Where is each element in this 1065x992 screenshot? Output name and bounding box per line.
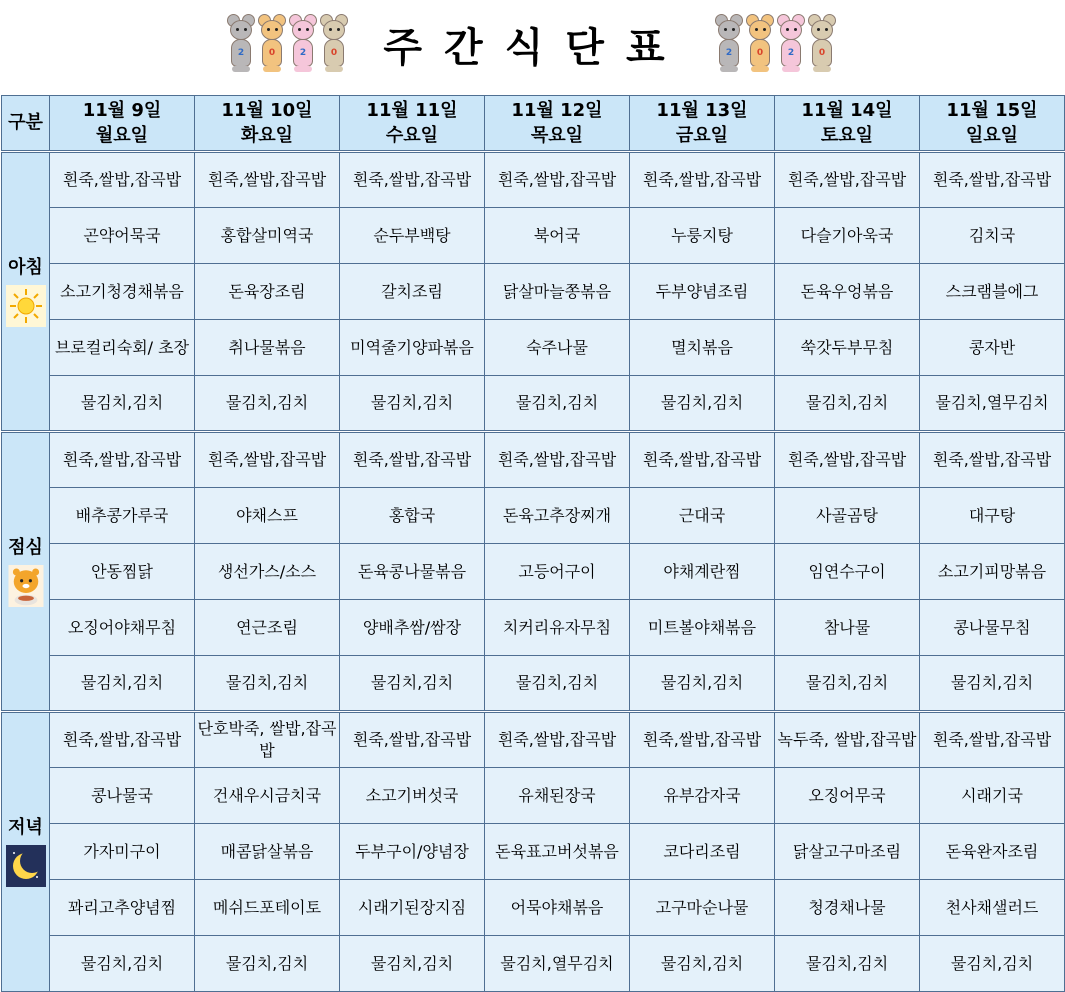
menu-cell: 사골곰탕 bbox=[775, 488, 920, 544]
menu-cell: 물김치,김치 bbox=[775, 656, 920, 712]
day-weekday: 화요일 bbox=[240, 125, 294, 146]
menu-cell: 대구탕 bbox=[920, 488, 1065, 544]
menu-cell: 물김치,김치 bbox=[485, 656, 630, 712]
menu-cell: 곤약어묵국 bbox=[50, 208, 195, 264]
menu-cell: 야채스프 bbox=[195, 488, 340, 544]
menu-cell: 꽈리고추양념찜 bbox=[50, 880, 195, 936]
menu-cell: 흰죽,쌀밥,잡곡밥 bbox=[340, 152, 485, 208]
meal-label: 저녁 bbox=[8, 817, 43, 838]
day-date: 11월 12일 bbox=[511, 100, 603, 121]
gubun-header: 구분 bbox=[2, 96, 50, 152]
menu-cell: 흰죽,쌀밥,잡곡밥 bbox=[340, 432, 485, 488]
menu-cell: 흰죽,쌀밥,잡곡밥 bbox=[50, 152, 195, 208]
menu-cell: 청경채나물 bbox=[775, 880, 920, 936]
menu-cell: 연근조림 bbox=[195, 600, 340, 656]
menu-cell: 돈육콩나물볶음 bbox=[340, 544, 485, 600]
character-icon bbox=[2, 565, 49, 607]
day-header bbox=[340, 96, 485, 152]
mouse-number: 0 bbox=[818, 48, 826, 58]
menu-cell: 흰죽,쌀밥,잡곡밥 bbox=[50, 712, 195, 768]
mouse-icon bbox=[776, 14, 806, 78]
menu-cell: 순두부백탕 bbox=[340, 208, 485, 264]
menu-cell: 다슬기아욱국 bbox=[775, 208, 920, 264]
menu-cell: 물김치,김치 bbox=[630, 656, 775, 712]
menu-cell: 참나물 bbox=[775, 600, 920, 656]
menu-cell: 오징어무국 bbox=[775, 768, 920, 824]
menu-cell: 물김치,김치 bbox=[50, 376, 195, 432]
menu-header bbox=[0, 0, 1065, 94]
menu-cell: 야채계란찜 bbox=[630, 544, 775, 600]
menu-cell: 물김치,김치 bbox=[920, 936, 1065, 992]
menu-cell: 홍합국 bbox=[340, 488, 485, 544]
menu-cell: 물김치,김치 bbox=[630, 936, 775, 992]
menu-cell: 물김치,김치 bbox=[50, 656, 195, 712]
menu-cell: 흰죽,쌀밥,잡곡밥 bbox=[630, 432, 775, 488]
menu-cell: 물김치,김치 bbox=[630, 376, 775, 432]
meal-label: 점심 bbox=[8, 536, 43, 558]
mouse-number: 0 bbox=[330, 48, 338, 58]
menu-cell: 갈치조림 bbox=[340, 264, 485, 320]
day-date: 11월 13일 bbox=[656, 100, 748, 121]
meal-label: 아침 bbox=[8, 256, 43, 278]
menu-cell: 근대국 bbox=[630, 488, 775, 544]
menu-cell: 흰죽,쌀밥,잡곡밥 bbox=[775, 432, 920, 488]
menu-cell: 소고기버섯국 bbox=[340, 768, 485, 824]
menu-cell: 취나물볶음 bbox=[195, 320, 340, 376]
mouse-icon bbox=[226, 14, 256, 78]
menu-cell: 돈육표고버섯볶음 bbox=[485, 824, 630, 880]
day-date: 11월 9일 bbox=[82, 100, 162, 121]
menu-cell: 코다리조림 bbox=[630, 824, 775, 880]
menu-cell: 천사채샐러드 bbox=[920, 880, 1065, 936]
menu-cell: 물김치,열무김치 bbox=[485, 936, 630, 992]
menu-cell: 안동찜닭 bbox=[50, 544, 195, 600]
mouse-icon bbox=[319, 14, 349, 78]
meal-label-cell bbox=[2, 712, 50, 992]
menu-cell: 돈육고추장찌개 bbox=[485, 488, 630, 544]
menu-cell: 쑥갓두부무침 bbox=[775, 320, 920, 376]
menu-cell: 건새우시금치국 bbox=[195, 768, 340, 824]
menu-cell: 유채된장국 bbox=[485, 768, 630, 824]
menu-cell: 고등어구이 bbox=[485, 544, 630, 600]
day-date: 11월 15일 bbox=[946, 100, 1038, 121]
menu-cell: 배추콩가루국 bbox=[50, 488, 195, 544]
menu-cell: 물김치,김치 bbox=[775, 376, 920, 432]
day-header bbox=[630, 96, 775, 152]
menu-cell: 고구마순나물 bbox=[630, 880, 775, 936]
day-date: 11월 14일 bbox=[801, 100, 893, 121]
menu-cell: 미트볼야채볶음 bbox=[630, 600, 775, 656]
menu-cell: 물김치,김치 bbox=[485, 376, 630, 432]
menu-cell: 돈육완자조림 bbox=[920, 824, 1065, 880]
menu-cell: 양배추쌈/쌈장 bbox=[340, 600, 485, 656]
menu-cell: 흰죽,쌀밥,잡곡밥 bbox=[195, 432, 340, 488]
menu-cell: 콩나물무침 bbox=[920, 600, 1065, 656]
menu-cell: 흰죽,쌀밥,잡곡밥 bbox=[340, 712, 485, 768]
menu-cell: 두부양념조림 bbox=[630, 264, 775, 320]
menu-cell: 시래기된장지짐 bbox=[340, 880, 485, 936]
menu-cell: 흰죽,쌀밥,잡곡밥 bbox=[195, 152, 340, 208]
menu-cell: 물김치,열무김치 bbox=[920, 376, 1065, 432]
menu-cell: 스크램블에그 bbox=[920, 264, 1065, 320]
day-weekday: 수요일 bbox=[385, 125, 439, 146]
menu-cell: 흰죽,쌀밥,잡곡밥 bbox=[920, 712, 1065, 768]
menu-cell: 녹두죽, 쌀밥,잡곡밥 bbox=[775, 712, 920, 768]
day-header bbox=[775, 96, 920, 152]
menu-cell: 김치국 bbox=[920, 208, 1065, 264]
menu-cell: 소고기청경채볶음 bbox=[50, 264, 195, 320]
mice-decoration-left bbox=[226, 14, 349, 78]
menu-cell: 흰죽,쌀밥,잡곡밥 bbox=[630, 152, 775, 208]
menu-cell: 물김치,김치 bbox=[195, 656, 340, 712]
menu-cell: 브로컬리숙회/ 초장 bbox=[50, 320, 195, 376]
day-date: 11월 11일 bbox=[366, 100, 458, 121]
day-header bbox=[50, 96, 195, 152]
menu-cell: 북어국 bbox=[485, 208, 630, 264]
menu-cell: 두부구이/양념장 bbox=[340, 824, 485, 880]
menu-cell: 흰죽,쌀밥,잡곡밥 bbox=[920, 432, 1065, 488]
menu-cell: 생선가스/소스 bbox=[195, 544, 340, 600]
menu-cell: 돈육장조림 bbox=[195, 264, 340, 320]
mouse-number: 0 bbox=[268, 48, 276, 58]
day-header bbox=[195, 96, 340, 152]
mouse-number: 0 bbox=[756, 48, 764, 58]
menu-cell: 누룽지탕 bbox=[630, 208, 775, 264]
menu-cell: 물김치,김치 bbox=[195, 376, 340, 432]
mice-decoration-right bbox=[714, 14, 837, 78]
menu-cell: 물김치,김치 bbox=[340, 936, 485, 992]
moon-icon bbox=[2, 845, 49, 887]
menu-cell: 흰죽,쌀밥,잡곡밥 bbox=[485, 712, 630, 768]
day-weekday: 일요일 bbox=[965, 125, 1019, 146]
mouse-number: 2 bbox=[725, 48, 733, 58]
menu-cell: 흰죽,쌀밥,잡곡밥 bbox=[485, 152, 630, 208]
menu-cell: 오징어야채무침 bbox=[50, 600, 195, 656]
menu-cell: 매콤닭살볶음 bbox=[195, 824, 340, 880]
meal-label-cell bbox=[2, 432, 50, 712]
sun-icon bbox=[2, 285, 49, 327]
menu-cell: 유부감자국 bbox=[630, 768, 775, 824]
menu-cell: 흰죽,쌀밥,잡곡밥 bbox=[775, 152, 920, 208]
menu-cell: 흰죽,쌀밥,잡곡밥 bbox=[50, 432, 195, 488]
day-weekday: 토요일 bbox=[820, 125, 874, 146]
menu-cell: 흰죽,쌀밥,잡곡밥 bbox=[485, 432, 630, 488]
day-weekday: 월요일 bbox=[95, 125, 149, 146]
menu-cell: 물김치,김치 bbox=[920, 656, 1065, 712]
menu-cell: 멸치볶음 bbox=[630, 320, 775, 376]
menu-cell: 가자미구이 bbox=[50, 824, 195, 880]
mouse-number: 2 bbox=[237, 48, 245, 58]
menu-cell: 물김치,김치 bbox=[50, 936, 195, 992]
menu-cell: 물김치,김치 bbox=[340, 656, 485, 712]
menu-cell: 흰죽,쌀밥,잡곡밥 bbox=[630, 712, 775, 768]
menu-cell: 소고기피망볶음 bbox=[920, 544, 1065, 600]
day-weekday: 목요일 bbox=[530, 125, 584, 146]
menu-cell: 시래기국 bbox=[920, 768, 1065, 824]
menu-cell: 닭살마늘쫑볶음 bbox=[485, 264, 630, 320]
day-header bbox=[920, 96, 1065, 152]
day-header bbox=[485, 96, 630, 152]
mouse-icon bbox=[745, 14, 775, 78]
page-title: 주간식단표 bbox=[383, 25, 687, 71]
menu-cell: 홍합살미역국 bbox=[195, 208, 340, 264]
menu-cell: 물김치,김치 bbox=[340, 376, 485, 432]
mouse-icon bbox=[288, 14, 318, 78]
menu-cell: 숙주나물 bbox=[485, 320, 630, 376]
mouse-icon bbox=[807, 14, 837, 78]
menu-cell: 치커리유자무침 bbox=[485, 600, 630, 656]
menu-cell: 닭살고구마조림 bbox=[775, 824, 920, 880]
mouse-number: 2 bbox=[299, 48, 307, 58]
meal-label-cell bbox=[2, 152, 50, 432]
mouse-icon bbox=[257, 14, 287, 78]
mouse-number: 2 bbox=[787, 48, 795, 58]
menu-cell: 콩나물국 bbox=[50, 768, 195, 824]
menu-cell: 돈육우엉볶음 bbox=[775, 264, 920, 320]
menu-cell: 미역줄기양파볶음 bbox=[340, 320, 485, 376]
menu-cell: 임연수구이 bbox=[775, 544, 920, 600]
menu-cell: 어묵야채볶음 bbox=[485, 880, 630, 936]
menu-cell: 메쉬드포테이토 bbox=[195, 880, 340, 936]
mouse-icon bbox=[714, 14, 744, 78]
menu-cell: 물김치,김치 bbox=[775, 936, 920, 992]
day-date: 11월 10일 bbox=[221, 100, 313, 121]
weekly-menu-table bbox=[1, 95, 1065, 992]
menu-cell: 물김치,김치 bbox=[195, 936, 340, 992]
day-weekday: 금요일 bbox=[675, 125, 729, 146]
menu-cell: 콩자반 bbox=[920, 320, 1065, 376]
menu-cell: 단호박죽, 쌀밥,잡곡밥 bbox=[195, 712, 340, 768]
menu-cell: 흰죽,쌀밥,잡곡밥 bbox=[920, 152, 1065, 208]
